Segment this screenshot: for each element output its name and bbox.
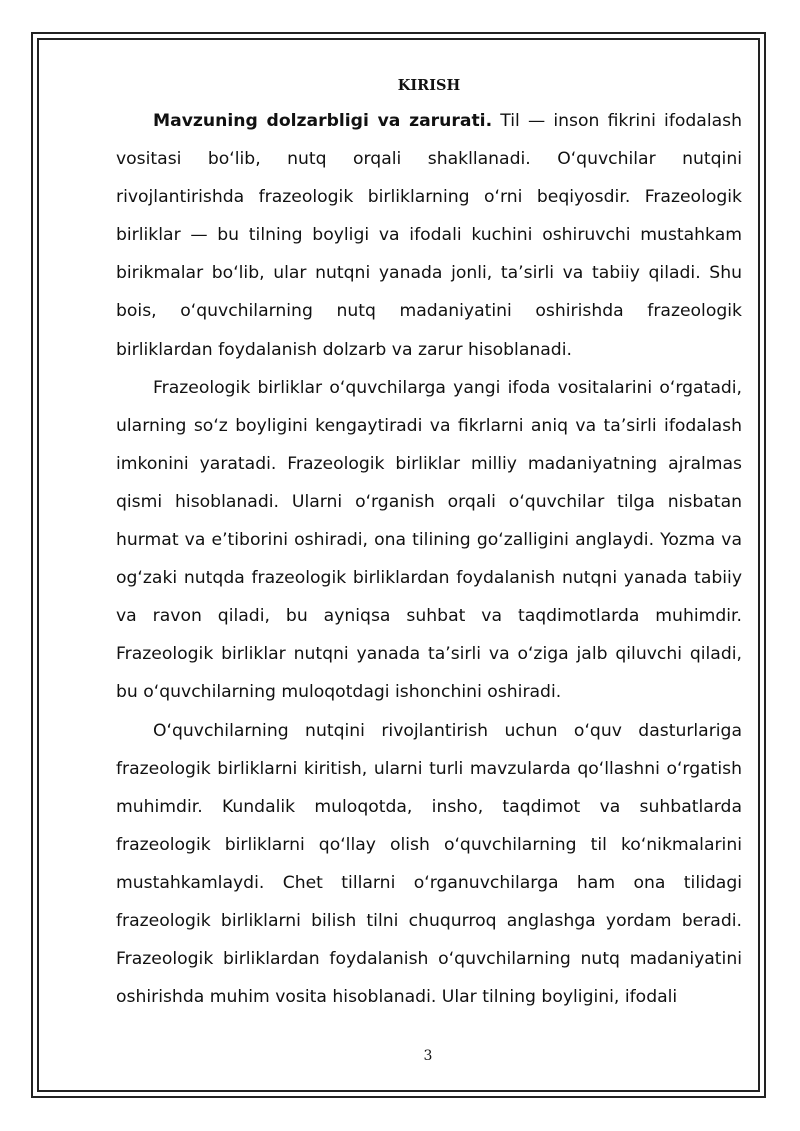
page-number: 3 xyxy=(423,1048,433,1064)
section-heading: KIRISH xyxy=(397,77,461,94)
paragraph-1-text: Til — inson fikrini ifodalash vositasi bo‘lib, nutq orqali shakllanadi. O‘quvchilar nutqini rivojlantirishda frazeologik birliklarning o‘rni beqiyosdir. Frazeologik birliklar — bu tilning boyligi va ifodali kuchini oshiruvchi mustahkam birikmalar bo‘lib, ular nutqni yanada jonli, ta’sirli va tabiiy qiladi. Shu bois, o‘quvchilarning nutq madaniyatini oshirishda frazeologik birliklardan foydalanish dolzarb va zarur hisoblanadi. xyxy=(116,111,742,360)
paragraph-1 xyxy=(116,102,742,369)
document-body xyxy=(116,70,742,1016)
paragraph-2: Frazeologik birliklar o‘quvchilarga yangi ifoda vositalarini o‘rgatadi, ularning so‘z boyligini kengaytiradi va fikrlarni aniq va ta’sirli ifodalash imkonini yaratadi. Frazeologik birliklar milliy madaniyatning ajralmas qismi hisoblanadi. Ularni o‘rganish orqali o‘quvchilar tilga nisbatan hurmat va e’tiborini oshiradi, ona tilining go‘zalligini anglaydi. Yozma va og‘zaki nutqda frazeologik birliklardan foydalanish nutqni yanada tabiiy va ravon qiladi, bu ayniqsa suhbat va taqdimotlarda muhimdir. Frazeologik birliklar nutqni yanada ta’sirli va o‘ziga jalb qiluvchi qiladi, bu o‘quvchilarning muloqotdagi ishonchini oshiradi. xyxy=(116,377,742,703)
paragraph-3: O‘quvchilarning nutqini rivojlantirish uchun o‘quv dasturlariga frazeologik birliklarni kiritish, ularni turli mavzularda qo‘llashni o‘rgatish muhimdir. Kundalik muloqotda, insho, taqdimot va suhbatlarda frazeologik birliklarni qo‘llay olish o‘quvchilarning til ko‘nikmalarini mustahkamlaydi. Chet tillarni o‘rganuvchilarga ham ona tilidagi frazeologik birliklarni bilish tilni chuqurroq anglashga yordam beradi. Frazeologik birliklardan foydalanish o‘quvchilarning nutq madaniyatini oshirishda muhim vosita hisoblanadi. Ular tilning boyligini, ifodali xyxy=(116,720,742,1008)
paragraph-1-lead: Mavzuning dolzarbligi va zarurati. xyxy=(153,111,493,131)
